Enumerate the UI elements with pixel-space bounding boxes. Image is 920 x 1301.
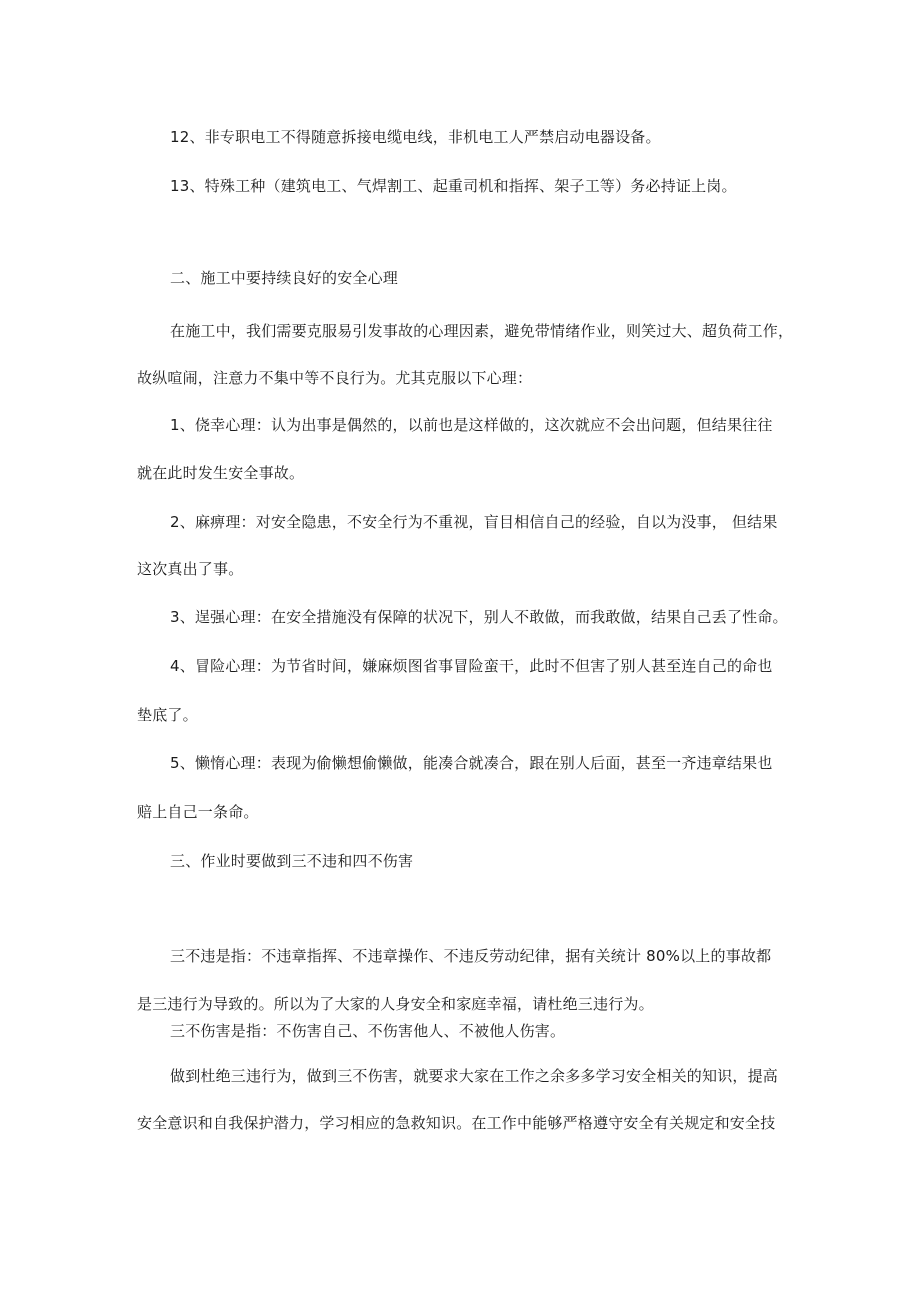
paragraph-line: 垫底了。 <box>137 706 198 724</box>
paragraph-line: 在施工中，我们需要克服易引发事故的心理因素，避免带情绪作业，则笑过大、超负荷工作， <box>170 322 794 340</box>
paragraph-line: 4、冒险心理：为节省时间，嫌麻烦图省事冒险蛮干，此时不但害了别人甚至连自己的命也 <box>170 657 773 675</box>
paragraph-line: 1、侥幸心理：认为出事是偶然的，以前也是这样做的，这次就应不会出问题，但结果往往 <box>170 416 773 434</box>
section-heading: 三、作业时要做到三不违和四不伤害 <box>170 852 414 870</box>
paragraph-line: 三不违是指：不违章指挥、不违章操作、不违反劳动纪律，据有关统计 80%以上的事故都 <box>170 947 772 965</box>
paragraph-line: 是三违行为导致的。所以为了大家的人身安全和家庭幸福，请杜绝三违行为。 <box>137 995 654 1013</box>
paragraph-line: 2、麻痹理：对安全隐患，不安全行为不重视，盲目相信自己的经验，自以为没事， 但结果 <box>170 513 778 531</box>
paragraph-line: 安全意识和自我保护潜力，学习相应的急救知识。在工作中能够严格遵守安全有关规定和安全技 <box>137 1114 776 1132</box>
paragraph-line: 三不伤害是指：不伤害自己、不伤害他人、不被他人伤害。 <box>170 1022 566 1040</box>
section-heading: 二、施工中要持续良好的安全心理 <box>170 269 399 287</box>
paragraph-line: 13、特殊工种（建筑电工、气焊割工、起重司机和指挥、架子工等）务必持证上岗。 <box>170 177 737 195</box>
paragraph-line: 就在此时发生安全事故。 <box>137 464 305 482</box>
paragraph-line: 5、懒惰心理：表现为偷懒想偷懒做，能凑合就凑合，跟在别人后面，甚至一齐违章结果也 <box>170 754 773 772</box>
paragraph-line: 3、逞强心理：在安全措施没有保障的状况下，别人不敢做，而我敢做，结果自己丢了性命。 <box>170 608 788 626</box>
paragraph-line: 故纵喧闹，注意力不集中等不良行为。尤其克服以下心理： <box>137 369 533 387</box>
paragraph-line: 12、非专职电工不得随意拆接电缆电线，非机电工人严禁启动电器设备。 <box>170 128 661 146</box>
paragraph-line: 做到杜绝三违行为，做到三不伤害，就要求大家在工作之余多多学习安全相关的知识，提高 <box>170 1067 779 1085</box>
paragraph-line: 这次真出了事。 <box>137 560 244 578</box>
paragraph-line: 赔上自己一条命。 <box>137 803 259 821</box>
